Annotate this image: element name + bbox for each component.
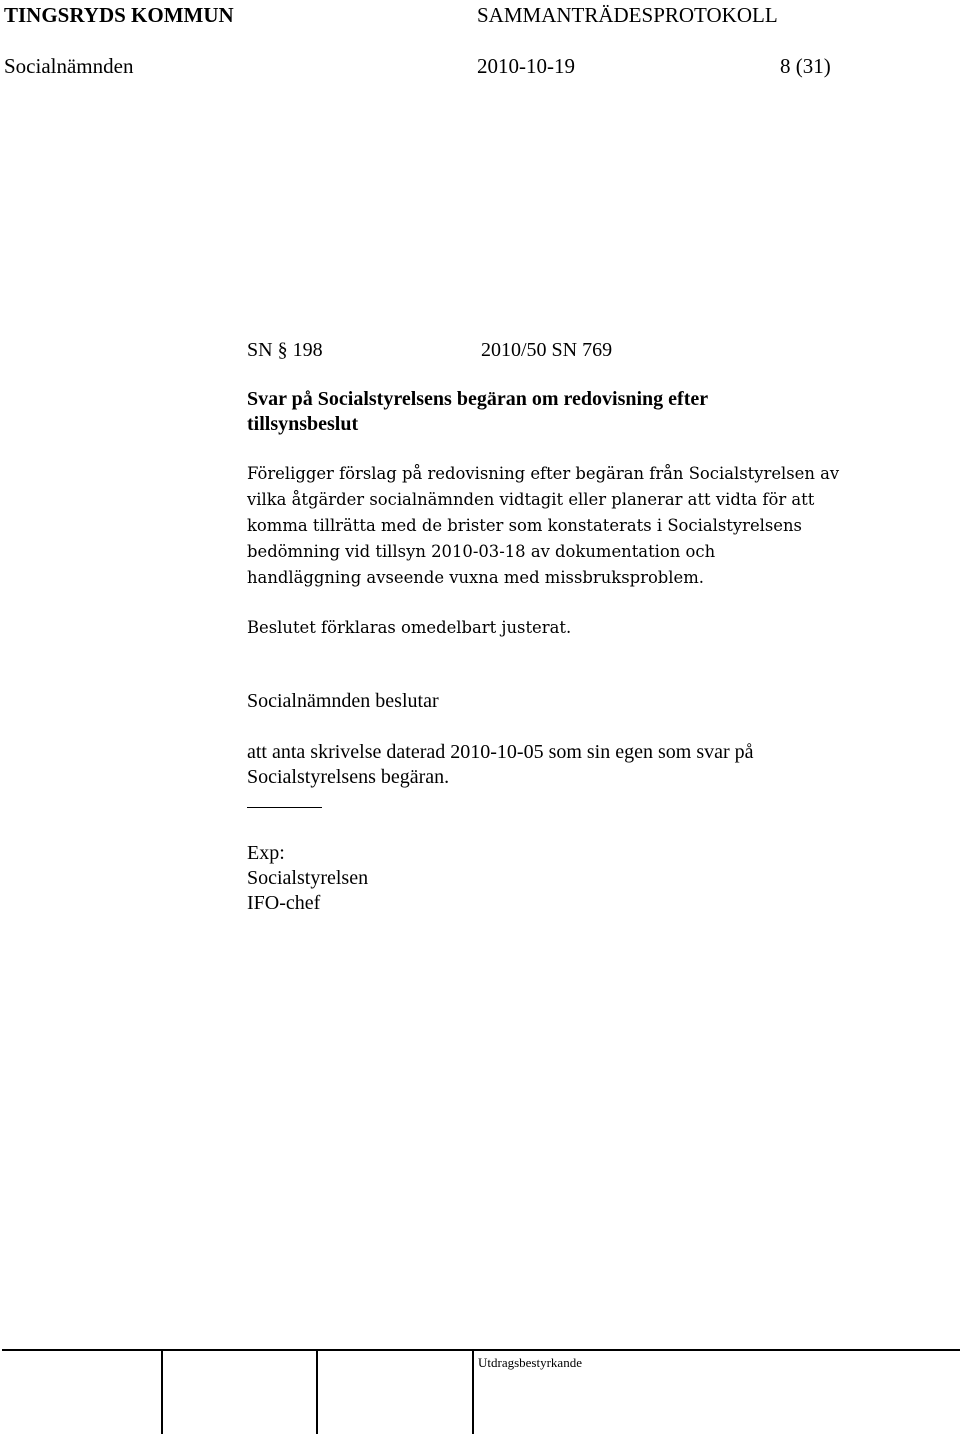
- decision-heading: Socialnämnden beslutar: [247, 690, 439, 712]
- recipient-1: Socialstyrelsen: [247, 867, 369, 889]
- diary-number: 2010/50 SN 769: [481, 339, 613, 361]
- footer-divider-2: [316, 1351, 318, 1434]
- decision-line-1: att anta skrivelse daterad 2010-10-05 som sin egen som svar på: [247, 741, 754, 763]
- background-line-5: handläggning avseende vuxna med missbruksproblem.: [247, 568, 704, 587]
- background-line-3: komma tillrätta med de brister som konstaterats i Socialstyrelsens: [247, 516, 802, 535]
- page-number: 8 (31): [780, 54, 831, 78]
- background-line-2: vilka åtgärder socialnämnden vidtagit eller planerar att vidta för att: [247, 490, 815, 509]
- certification-label: Utdragsbestyrkande: [478, 1355, 582, 1370]
- background-line-4: bedömning vid tillsyn 2010-03-18 av dokumentation och: [247, 542, 716, 561]
- case-title-line-1: Svar på Socialstyrelsens begäran om redovisning efter: [247, 388, 709, 410]
- recipient-2: IFO-chef: [247, 892, 321, 914]
- section-number: SN § 198: [247, 339, 323, 361]
- footer-divider-3: [472, 1351, 474, 1434]
- case-title-line-2: tillsynsbeslut: [247, 413, 359, 435]
- organization-name: TINGSRYDS KOMMUN: [4, 3, 234, 27]
- decision-line-2: Socialstyrelsens begäran.: [247, 766, 450, 788]
- background-line-1: Föreligger förslag på redovisning efter begäran från Socialstyrelsen av: [247, 464, 840, 483]
- expedition-label: Exp:: [247, 842, 285, 864]
- meeting-date: 2010-10-19: [477, 54, 575, 78]
- committee-name: Socialnämnden: [4, 54, 134, 78]
- separator-line: [247, 807, 322, 808]
- document-type: SAMMANTRÄDESPROTOKOLL: [477, 3, 778, 27]
- footer-divider-1: [161, 1351, 163, 1434]
- footer-rule: [2, 1349, 960, 1351]
- adjustment-note: Beslutet förklaras omedelbart justerat.: [247, 618, 572, 637]
